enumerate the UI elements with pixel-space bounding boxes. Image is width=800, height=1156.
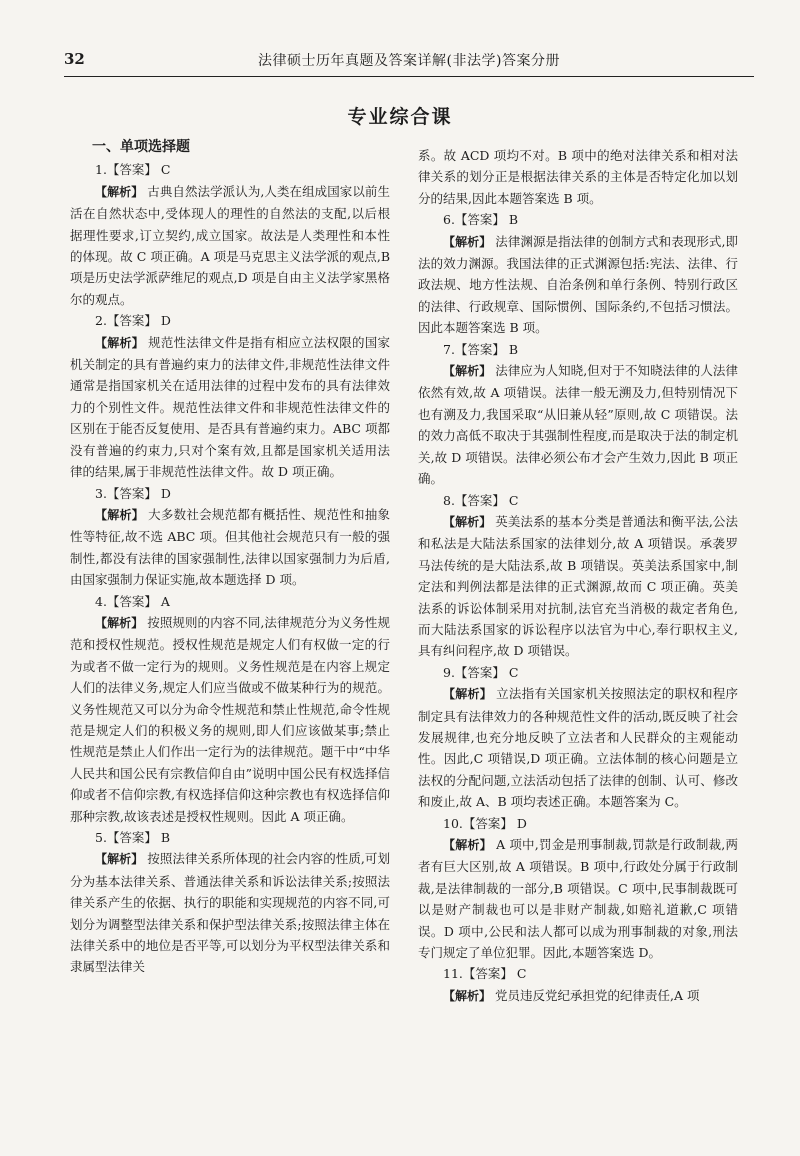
answer-line: 3.【答案】 D [95,485,171,501]
running-title: 法律硕士历年真题及答案详解(非法学)答案分册 [258,53,560,69]
analysis-paragraph [418,834,738,963]
answer-line: 1.【答案】 C [95,162,171,178]
subheading: 一、单项选择题 [92,139,190,155]
answer-line: 5.【答案】 B [95,830,171,845]
analysis-tag: 【解析】 [443,364,492,379]
analysis-paragraph [418,360,738,489]
left-column-body [70,159,390,977]
analysis-text: A 项中,罚金是刑事制裁,罚款是行政制裁,两者有巨大区别,故 A 项错误。B 项中,行政处分属于行政制裁,是法律制裁的一部分,B 项错误。C 项中,民事制裁既可以是财产制裁也可以是非财产制裁,如赔礼道歉,C 项错误。D 项中,公民和法人都可以成为刑事制裁的对象,刑法专门规定了单位犯罪。因此,本题答案选 D。 [418,837,738,961]
right-column-body [418,145,738,1007]
analysis-paragraph [70,181,390,310]
analysis-tag: 【解析】 [95,852,144,867]
analysis-text: 法律应为人知晓,但对于不知晓法律的人法律依然有效,故 A 项错误。法律一般无溯及力,但特别情况下也有溯及力,我国采取“从旧兼从轻”原则,故 C 项错误。法的效力高低不取决于其强制性程度,而是取决于法的制定机关,故 D 项错误。法律必须公布才会产生效力,因此 B 项正确。 [418,363,738,487]
analysis-paragraph [418,683,738,812]
analysis-text: 规范性法律文件是指有相应立法权限的国家机关制定的具有普遍约束力的法律文件,非规范性法律文件通常是指国家机关在适用法律的过程中发布的具有法律效力的个别性文件。规范性法律文件和非规范性法律文件的区别在于能否反复使用、是否具有普遍约束力。ABC 项都没有普遍的约束力,只对个案有效,且都是国家机关适用法律的结果,属于非规范性法律文件。故 D 项正确。 [70,334,390,480]
analysis-tag: 【解析】 [443,687,492,702]
analysis-paragraph [70,848,390,977]
analysis-text: 大多数社会规范都有概括性、规范性和抽象性等特征,故不选 ABC 项。但其他社会规范只有一般的强制性,都没有法律的国家强制性,法律以国家强制力为后盾,由国家强制力保证实施,故本题选择 D 项。 [70,506,390,588]
analysis-text: 法律渊源是指法律的创制方式和表现形式,即法的效力渊源。我国法律的正式渊源包括:宪法、法律、行政法规、地方性法规、自治条例和单行条例、特别行政区的法律、行政规章、国际惯例、国际条约,不包括习惯法。因此本题答案选 B 项。 [418,233,738,336]
page-header [64,48,754,77]
analysis-text: 按照规则的内容不同,法律规范分为义务性规范和授权性规范。授权性规范是规定人们有权做一定的行为或者不做一定行为的规则。义务性规范是在内容上规定人们的法律义务,规定人们应当做或不做某种行为的规范。义务性规范又可以分为命令性规范和禁止性规范,命令性规范是规定人们的积极义务的规则,即人们应该做某事;禁止性规范是禁止人们作出一定行为的法律规范。题干中“中华人民共和国公民有宗教信仰自由”说明中国公民有权选择信仰或者不信仰宗教,有权选择信仰这种宗教也有权选择信仰那种宗教,故该表述是授权性规则。因此 A 项正确。 [70,614,390,824]
answer-line: 4.【答案】 A [95,593,170,609]
analysis-paragraph [70,612,390,827]
answer-line: 10.【答案】 D [443,815,527,831]
analysis-tag: 【解析】 [95,615,144,630]
analysis-tag: 【解析】 [443,514,492,529]
analysis-text: 英美法系的基本分类是普通法和衡平法,公法和私法是大陆法系国家的法律划分,故 A 项错误。承袭罗马法传统的是大陆法系,故 B 项错误。英美法系国家中,制定法和判例法都是法律的正式渊源,故而 C 项正确。英美法系的诉讼体制采用对抗制,法官充当消极的裁定者角色,而大陆法系国家的诉讼程序以法官为中心,奉行职权主义,具有纠问程序,故 D 项错误。 [418,513,738,659]
analysis-tag: 【解析】 [95,335,144,350]
analysis-paragraph [418,511,738,662]
answer-line: 11.【答案】 C [443,966,527,982]
analysis-text: 立法指有关国家机关按照法定的职权和程序制定具有法律效力的各种规范性文件的活动,既反映了社会发展规律,也充分地反映了立法者和人民群众的主观能动性。因此,C 项错误,D 项正确。立法体制的核心问题是立法权的分配问题,立法活动包括了法律的创制、认可、修改和废止,故 A、B 项均表述正确。本题答案为 C。 [418,686,738,810]
answer-line: 7.【答案】 B [443,341,519,357]
right-column [418,145,738,1007]
analysis-paragraph [70,504,390,591]
page-number: 32 [64,50,85,68]
section-title: 专业综合课 [347,106,453,128]
analysis-text: 古典自然法学派认为,人类在组成国家以前生活在自然状态中,受体现人的理性的自然法的支配,以后根据理性要求,订立契约,成立国家。故法是人类理性和本性的体现。故 C 项正确。A 项是马克思主义法学派的观点,B 项是历史法学派萨维尼的观点,D 项是自由主义法学家黑格尔的观点。 [70,183,390,307]
answer-line: 8.【答案】 C [443,492,519,508]
analysis-text: 按照法律关系所体现的社会内容的性质,可划分为基本法律关系、普通法律关系和诉讼法律关系;按照法律关系产生的依据、执行的职能和实现规范的内容不同,可划分为调整型法律关系和保护型法律关系;按照法律主体在法律关系中的地位是否平等,可以划分为平权型法律关系和隶属型法律关 [70,851,390,975]
analysis-paragraph [418,231,738,339]
analysis-tag: 【解析】 [443,838,492,852]
left-column [70,137,390,978]
continued-paragraph: 系。故 ACD 项均不对。B 项中的绝对法律关系和相对法律关系的划分正是根据法律关系的主体是否特定化加以划分的结果,因此本题答案选 B 项。 [418,148,738,206]
analysis-paragraph [418,985,738,1007]
answer-line: 2.【答案】 D [95,313,171,329]
analysis-tag: 【解析】 [443,234,492,249]
analysis-paragraph [70,332,390,483]
analysis-text: 党员违反党纪承担党的纪律责任,A 项 [491,987,700,1003]
answer-line: 9.【答案】 C [443,664,519,680]
analysis-tag: 【解析】 [95,184,144,199]
answer-line: 6.【答案】 B [443,212,519,228]
analysis-tag: 【解析】 [95,507,144,522]
analysis-tag: 【解析】 [443,988,492,1003]
